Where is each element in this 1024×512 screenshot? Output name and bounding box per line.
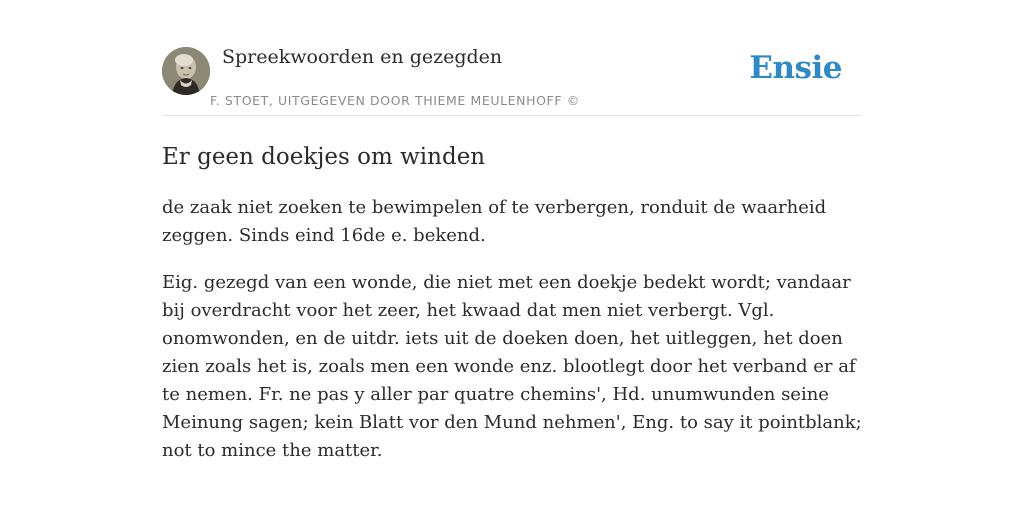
source-header: [162, 40, 862, 116]
source-title[interactable]: Spreekwoorden en gezegden: [222, 46, 503, 68]
entry-definition: de zaak niet zoeken te bewimpelen of te verbergen, ronduit de waarheid zeggen. Sinds eind 16de e. bekend.: [162, 197, 827, 246]
entry-explanation: Eig. gezegd van een wonde, die niet met een doekje bedekt wordt; vandaar bij overdracht voor het zeer, het kwaad dat men niet verbergt. Vgl. onomwonden, en de uitdr. iets uit de doeken doen, het uitleggen, het doen zien zoals het is, zoals men een wonde enz. blootlegt door het verband er af te nemen. Fr. ne pas y aller par quatre chemins', Hd. unumwunden seine Meinung sagen; kein Blatt vor den Mund nehmen', Eng. to say it pointblank; not to mince the matter.: [162, 272, 862, 461]
author-portrait-icon[interactable]: [162, 47, 210, 95]
entry-headword: Er geen doekjes om winden: [162, 144, 486, 170]
source-credit: F. STOET, UITGEGEVEN DOOR THIEME MEULENHOFF ©: [210, 93, 580, 108]
entry-card: [162, 40, 862, 465]
brand-logo[interactable]: Ensie: [749, 50, 842, 86]
